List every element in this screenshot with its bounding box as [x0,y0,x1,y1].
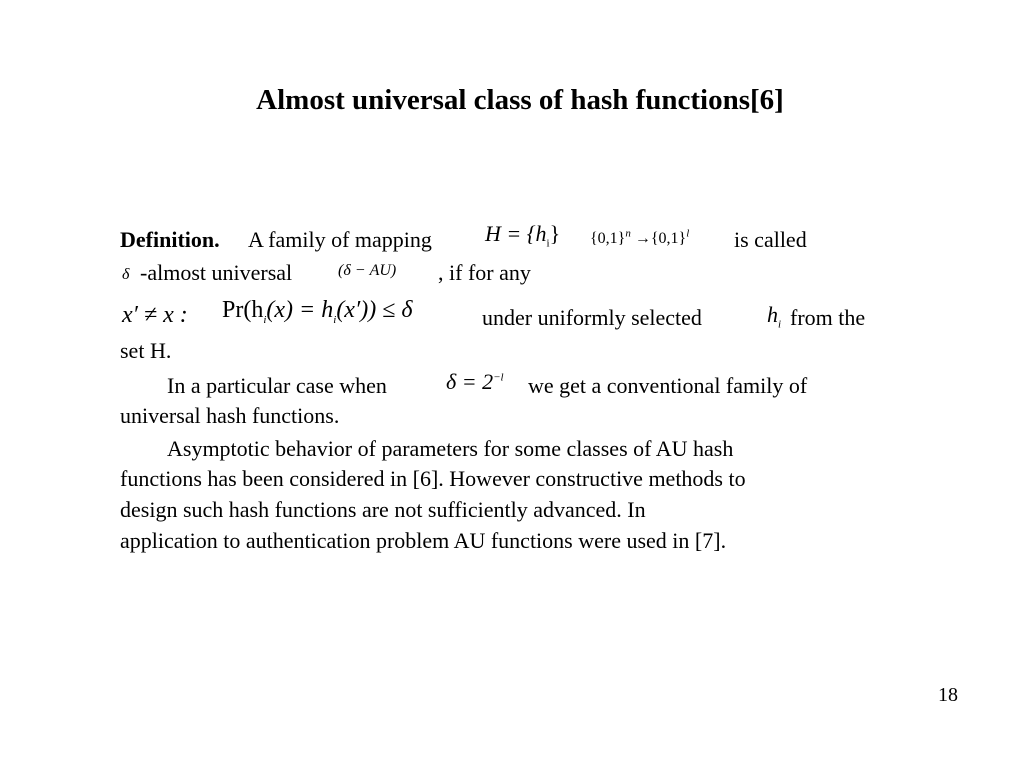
formula-delta-equals: $\delta = 2^{-l}$ [446,369,504,394]
paragraph2-line: application to authentication problem AU functions were used in [7]. [120,528,727,553]
page-number: 18 [938,684,958,706]
definition-text-4: , if for any [438,260,531,285]
formula-mapping: $\{0,1\}^n \to\{0,1\}^l$ [590,227,690,247]
paragraph1-line2: universal hash functions. [120,403,340,428]
delta-symbol: δ [122,266,130,283]
formula-family: $H = \{h_i\}$ [485,221,561,250]
definition-text-1: A family of mapping [248,227,432,252]
formula-condition: x′ ≠ x : [122,302,188,328]
formula-probability: $Pr(h_i(x) = h_i(x')) \le \delta$ [222,297,413,326]
definition-text-3: -almost universal [140,260,293,285]
formula-au: (δ − AU) [338,262,397,279]
formula-h-i: $h_i$ [767,302,782,331]
paragraph1-line1-start: In a particular case when [167,373,387,398]
paragraph2-line: functions has been considered in [6]. However constructive methods to [120,466,746,491]
definition-text-6: from the [790,305,866,330]
definition-text-7: set H. [120,338,172,363]
definition-label: Definition. [120,227,220,252]
paragraph2-line: Asymptotic behavior of parameters for some classes of AU hash [167,436,734,461]
slide-title: Almost universal class of hash functions[6] [256,84,784,116]
paragraph2-line: design such hash functions are not sufficiently advanced. In [120,497,646,522]
paragraph1-line1-end: we get a conventional family of [528,373,808,398]
definition-text-2: is called [734,227,807,252]
definition-text-5: under uniformly selected [482,305,702,330]
